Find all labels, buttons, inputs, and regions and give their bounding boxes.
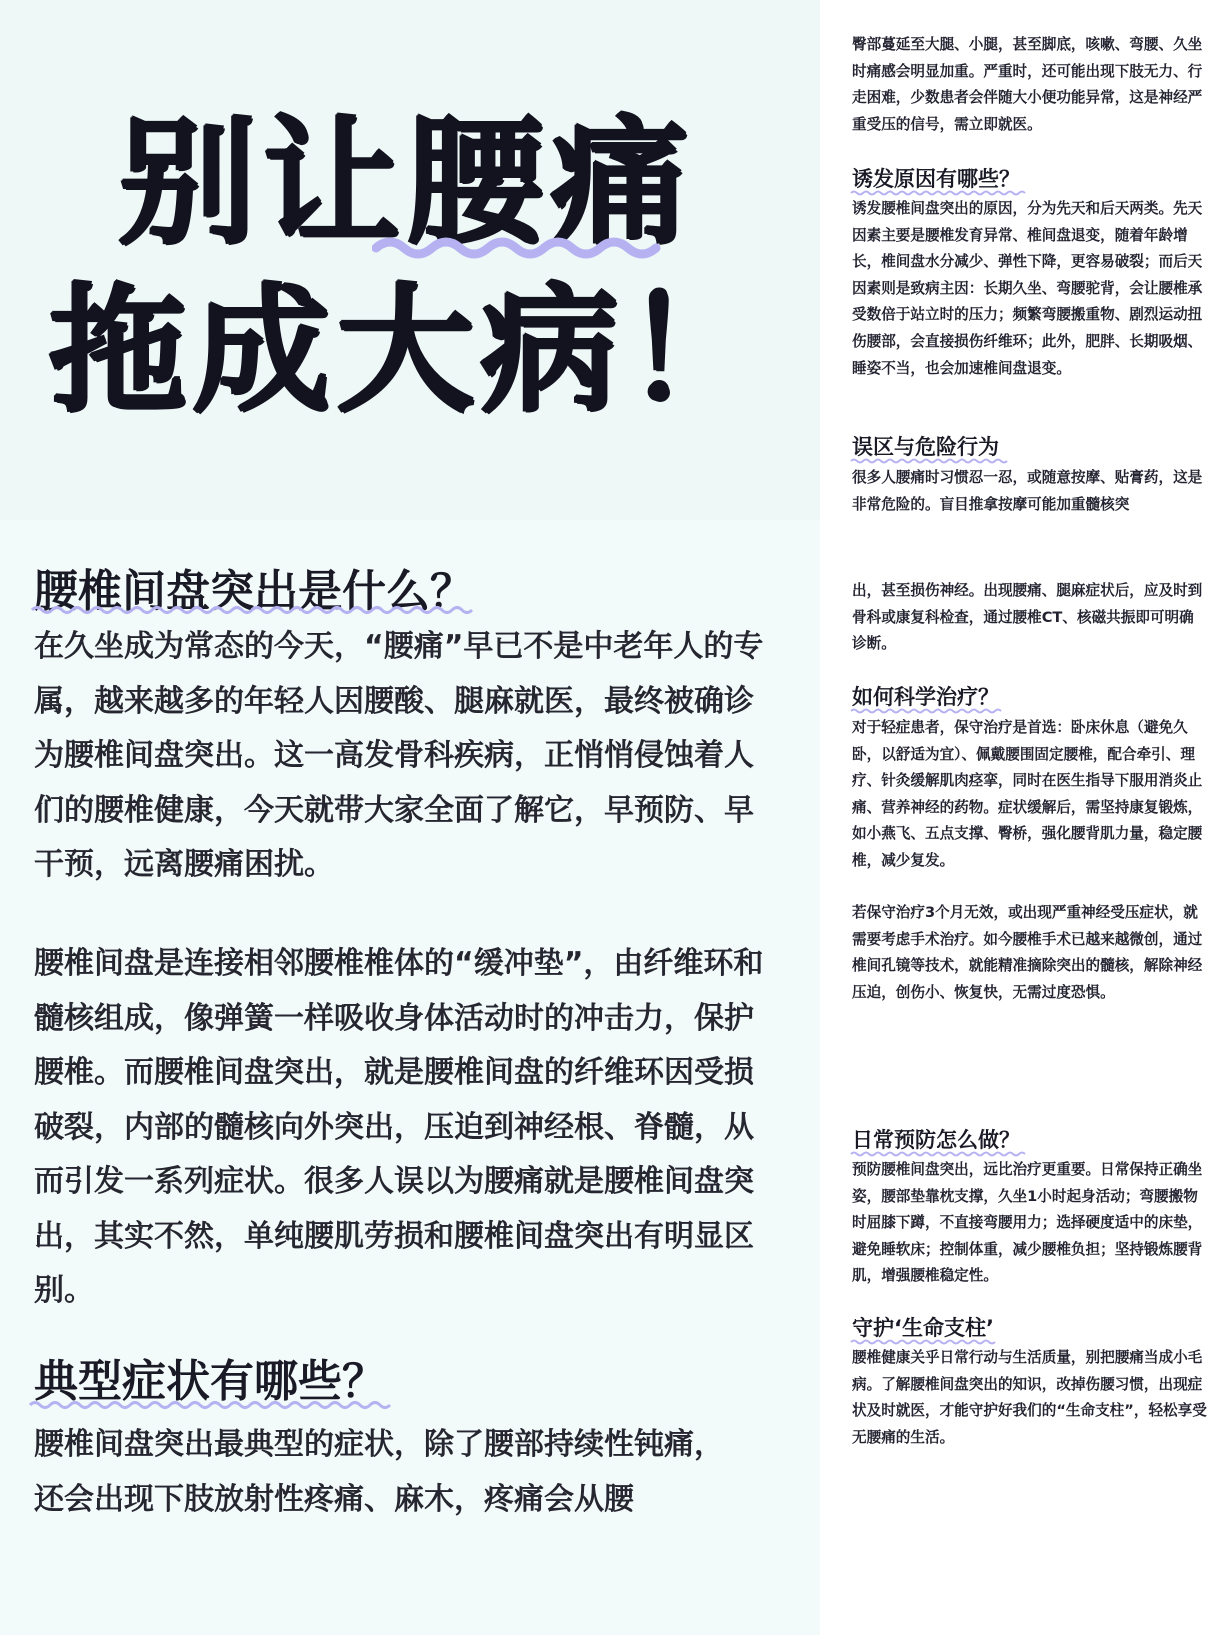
section-heading-symptoms: 典型症状有哪些？ <box>34 1356 386 1407</box>
treatment-paragraph-conservative: 对于轻症患者，保守治疗是首选：卧床休息（避免久卧，以舒适为宜）、佩戴腰围固定腰椎，配合牵引、理疗、针灸缓解肌肉痉挛，同时在医生指导下服用消炎止痛、营养神经的药物。症状缓解后，需坚持康复锻炼，如小燕飞、五点支撑、臀桥，强化腰背肌力量，稳定腰椎，减少复发。 <box>852 719 1203 869</box>
page-title-line1: 别让腰痛 <box>118 102 695 263</box>
prevention-paragraph: 预防腰椎间盘突出，远比治疗更重要。日常保持正确坐姿，腰部垫靠枕支撑，久坐1小时起身活动；弯腰搬物时屈膝下蹲，不直接弯腰用力；选择硬度适中的床垫，避免睡软床；控制体重，减少腰椎负担；坚持锻炼腰背肌，增强腰椎稳定性。 <box>852 1161 1203 1285</box>
symptoms-continued-paragraph: 臀部蔓延至大腿、小腿，甚至脚底，咳嗽、弯腰、久坐时痛感会明显加重。严重时，还可能出现下肢无力、行走困难，少数患者会伴随大小便功能异常，这是神经严重受压的信号，需立即就医。 <box>852 36 1203 133</box>
section-heading-myths: 误区与危险行为 <box>852 435 999 459</box>
definition-paragraph: 腰椎间盘是连接相邻腰椎椎体的“缓冲垫”，由纤维环和髓核组成，像弹簧一样吸收身体活动时的冲击力，保护腰椎。而腰椎间盘突出，就是腰椎间盘的纤维环因受损破裂，内部的髓核向外突出，压迫到神经根、脊髓，从而引发一系列症状。很多人误以为腰痛就是腰椎间盘突出，其实不然，单纯腰肌劳损和腰椎间盘突出有明显区别。 <box>34 946 764 1308</box>
heading-wave-underline <box>30 604 474 616</box>
title-block <box>0 0 820 520</box>
symptoms-paragraph: 腰椎间盘突出最典型的症状，除了腰部持续性钝痛，还会出现下肢放射性疼痛、麻木，疼痛会从腰 <box>34 1427 724 1517</box>
myths-paragraph-part1: 很多人腰痛时习惯忍一忍，或随意按摩、贴膏药，这是非常危险的。盲目推拿按摩可能加重髓核突 <box>852 469 1203 513</box>
title-wave-underline <box>372 236 662 260</box>
heading-wave-underline <box>850 707 1005 715</box>
causes-paragraph: 诱发腰椎间盘突出的原因，分为先天和后天两类。先天因素主要是腰椎发育异常、椎间盘退变，随着年龄增长，椎间盘水分减少、弹性下降，更容易破裂；而后天因素则是致病主因：长期久坐、弯腰驼背，会让腰椎承受数倍于站立时的压力；频繁弯腰搬重物、剧烈运动扭伤腰部，会直接损伤纤维环；此外，肥胖、长期吸烟、睡姿不当，也会加速椎间盘退变。 <box>852 200 1203 377</box>
myths-paragraph-part2: 出，甚至损伤神经。出现腰痛、腿麻症状后，应及时到骨科或康复科检查，通过腰椎CT、核磁共振即可明确诊断。 <box>852 582 1203 653</box>
protect-spine-paragraph: 腰椎健康关乎日常行动与生活质量，别把腰痛当成小毛病。了解腰椎间盘突出的知识，改掉伤腰习惯，出现症状及时就医，才能守护好我们的“生命支柱”，轻松享受无腰痛的生活。 <box>852 1349 1207 1446</box>
section-heading-causes: 诱发原因有哪些？ <box>852 167 1020 191</box>
intro-paragraph: 在久坐成为常态的今天，“腰痛”早已不是中老年人的专属，越来越多的年轻人因腰酸、腿麻就医，最终被确诊为腰椎间盘突出。这一高发骨科疾病，正悄悄侵蚀着人们的腰椎健康，今天就带大家全面了解它，早预防、早干预，远离腰痛困扰。 <box>34 629 764 882</box>
treatment-paragraph-surgery: 若保守治疗3个月无效，或出现严重神经受压症状，就需要考虑手术治疗。如今腰椎手术已越来越微创，通过椎间孔镜等技术，就能精准摘除突出的髓核，解除神经压迫，创伤小、恢复快，无需过度恐惧。 <box>852 904 1203 1001</box>
heading-wave-underline <box>850 457 1010 465</box>
section-heading-treatment: 如何科学治疗？ <box>852 685 999 709</box>
page-title-line2: 拖成大病！ <box>48 270 769 431</box>
section-heading-protect-spine: 守护‘生命支柱’ <box>852 1316 994 1340</box>
section-heading-what-is: 腰椎间盘突出是什么？ <box>34 566 474 617</box>
heading-wave-underline <box>28 1399 392 1411</box>
section-heading-prevention: 日常预防怎么做？ <box>852 1128 1020 1152</box>
